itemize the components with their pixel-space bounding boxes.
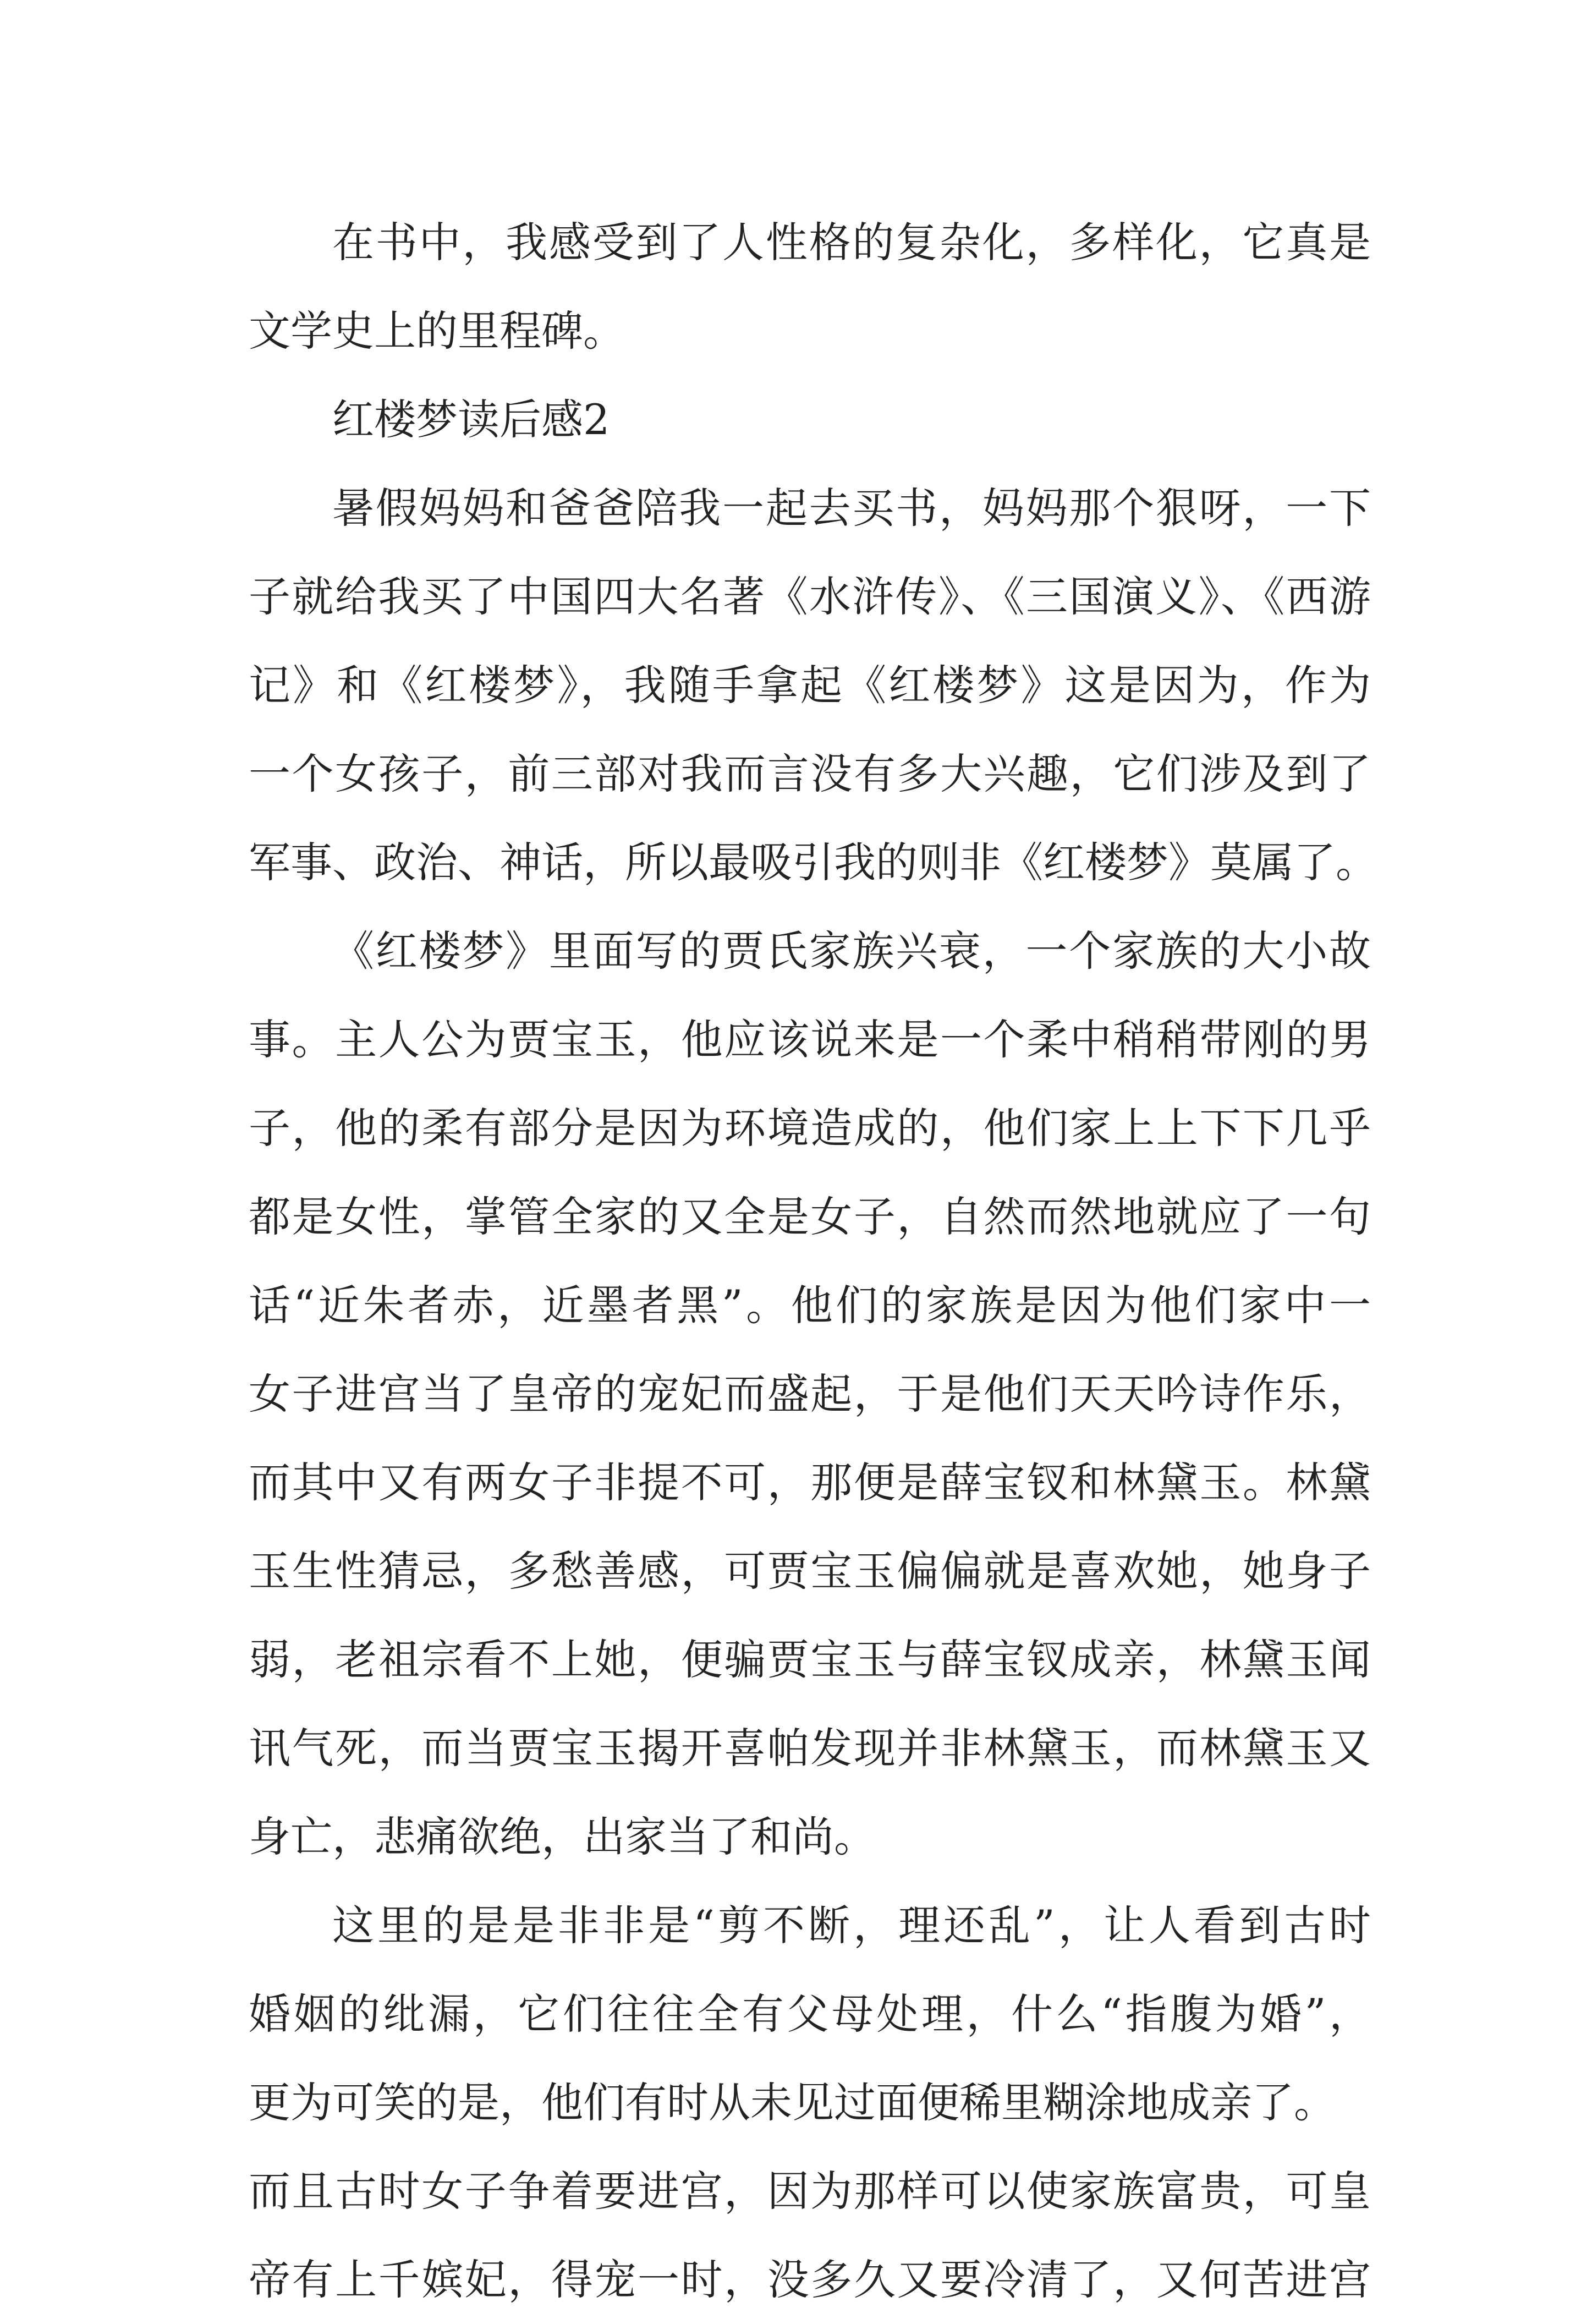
paragraph-line: 话“近朱者赤，近墨者黑”。他们的家族是因为他们家中一 — [249, 1281, 1371, 1330]
paragraph-line: 帝有上千嫔妃，得宠一时，没多久又要冷清了，又何苦进宫 — [249, 2255, 1371, 2304]
paragraph-line: 都是女性，掌管全家的又全是女子，自然而然地就应了一句 — [249, 1192, 1371, 1241]
paragraph-line: 弱，老祖宗看不上她，便骗贾宝玉与薛宝钗成亲，林黛玉闻 — [249, 1635, 1371, 1684]
section-heading: 红楼梦读后感2 — [332, 395, 610, 444]
paragraph-line: 婚姻的纰漏，它们往往全有父母处理，什么“指腹为婚”， — [249, 1989, 1371, 2038]
paragraph-line: 而且古时女子争着要进宫，因为那样可以使家族富贵，可皇 — [249, 2167, 1371, 2216]
paragraph-line: 玉生性猜忌，多愁善感，可贾宝玉偏偏就是喜欢她，她身子 — [249, 1547, 1371, 1596]
paragraph-line: 《红楼梦》里面写的贾氏家族兴衰，一个家族的大小故 — [332, 927, 1371, 975]
paragraph-line: 这里的是是非非是“剪不断，理还乱”，让人看到古时 — [332, 1901, 1371, 1950]
paragraph-line: 文学史上的里程碑。 — [249, 306, 625, 355]
paragraph-line: 暑假妈妈和爸爸陪我一起去买书，妈妈那个狠呀，一下 — [332, 484, 1371, 533]
paragraph-line: 子就给我买了中国四大名著《水浒传》、《三国演义》、《西游 — [249, 572, 1371, 621]
paragraph-line: 身亡，悲痛欲绝，出家当了和尚。 — [249, 1812, 876, 1861]
paragraph-line: 在书中，我感受到了人性格的复杂化，多样化，它真是 — [332, 218, 1371, 267]
essay-body — [249, 198, 1377, 2324]
paragraph-line: 而其中又有两女子非提不可，那便是薛宝钗和林黛玉。林黛 — [249, 1458, 1371, 1507]
paragraph-line: 讯气死，而当贾宝玉揭开喜帕发现并非林黛玉，而林黛玉又 — [249, 1724, 1371, 1773]
paragraph-line: 子，他的柔有部分是因为环境造成的，他们家上上下下几乎 — [249, 1104, 1371, 1153]
paragraph-line: 军事、政治、神话，所以最吸引我的则非《红楼梦》莫属了。 — [249, 838, 1377, 887]
paragraph-line: 女子进宫当了皇帝的宠妃而盛起，于是他们天天吟诗作乐， — [249, 1369, 1371, 1418]
paragraph-line: 一个女孩子，前三部对我而言没有多大兴趣，它们涉及到了 — [249, 749, 1371, 798]
paragraph-line: 事。主人公为贾宝玉，他应该说来是一个柔中稍稍带刚的男 — [249, 1015, 1371, 1064]
paragraph-line: 更为可笑的是，他们有时从未见过面便稀里糊涂地成亲了。 — [249, 2078, 1336, 2127]
paragraph-line: 记》和《红楼梦》，我随手拿起《红楼梦》这是因为，作为 — [249, 661, 1371, 710]
